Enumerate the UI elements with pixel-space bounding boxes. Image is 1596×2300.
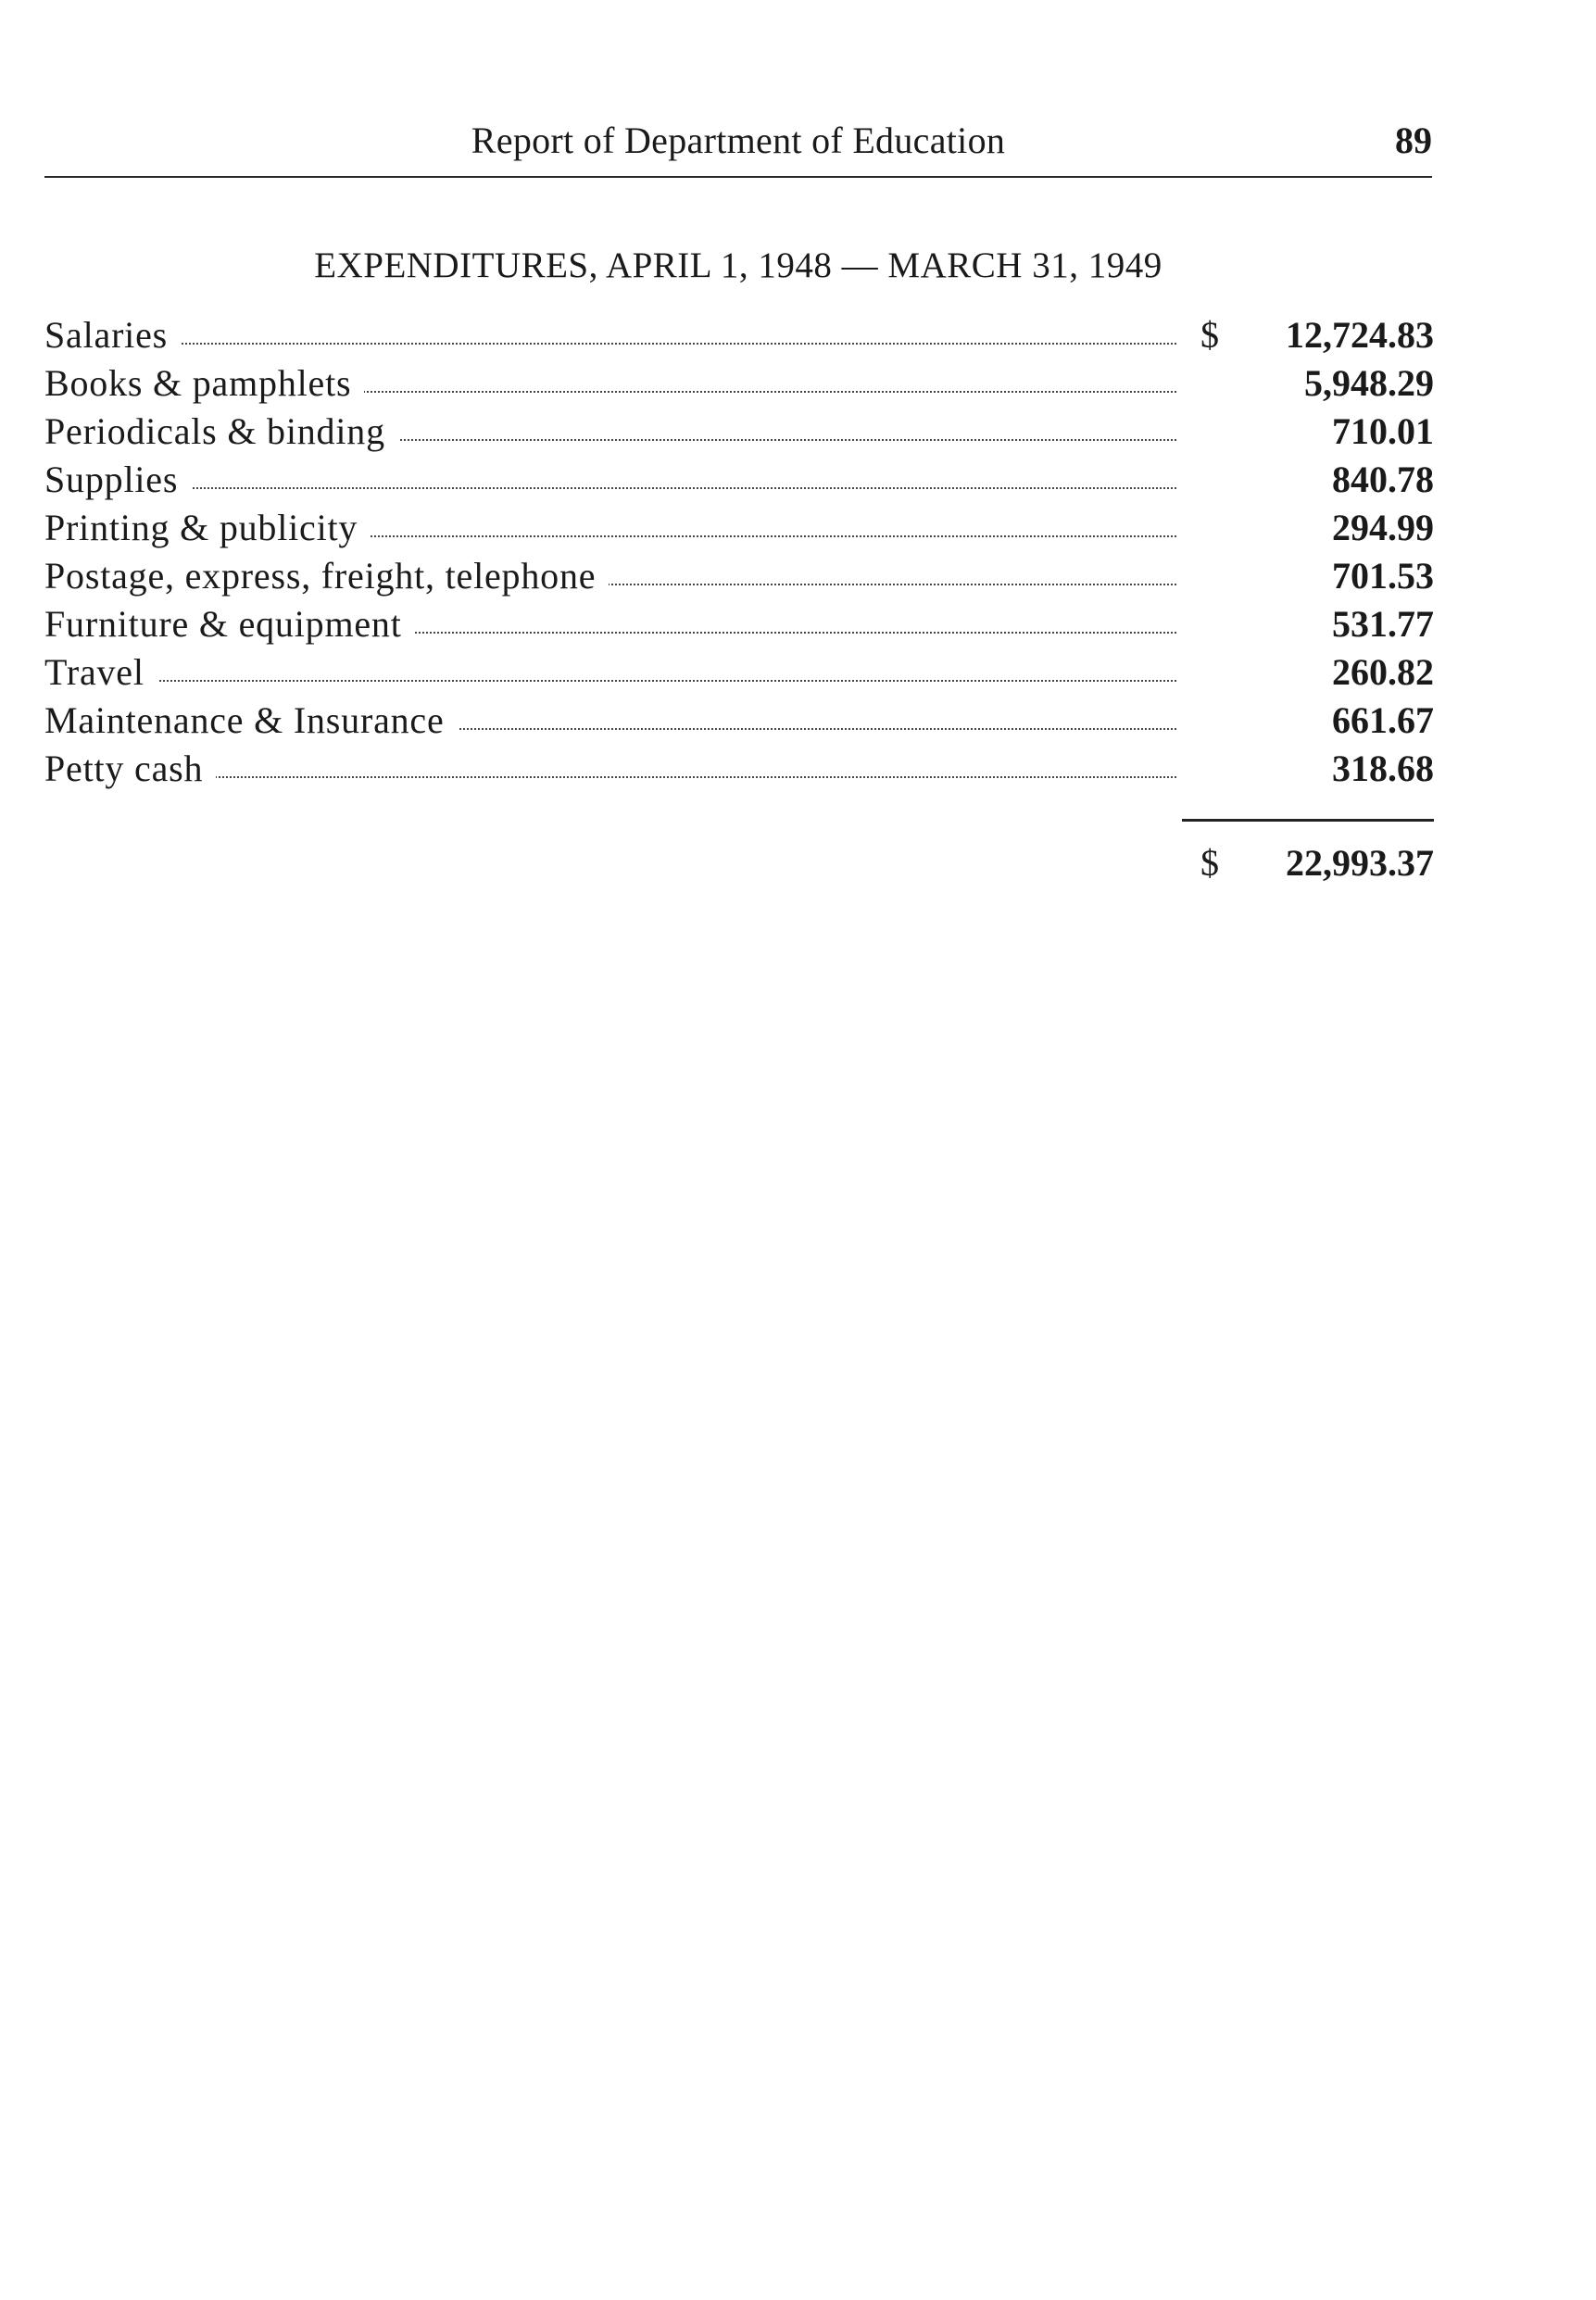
expense-label: Petty cash (44, 747, 216, 790)
expense-amount: 661.67 (1332, 699, 1434, 741)
expense-label: Maintenance & Insurance (44, 698, 458, 742)
expense-row (44, 458, 1434, 506)
expense-row (44, 602, 1434, 650)
header-rule (44, 176, 1432, 178)
expense-amount: 294.99 (1332, 507, 1434, 548)
expense-amount: 260.82 (1332, 651, 1434, 693)
expense-amount: 531.77 (1332, 603, 1434, 645)
expense-amount: 5,948.29 (1304, 362, 1434, 404)
expense-label: Books & pamphlets (44, 361, 364, 405)
total-amount: 22,993.37 (1286, 842, 1434, 884)
expense-row (44, 650, 1434, 698)
expense-row (44, 409, 1434, 458)
expense-label: Furniture & equipment (44, 602, 415, 646)
expense-label: Travel (44, 650, 157, 694)
expense-amount: 710.01 (1332, 410, 1434, 452)
expense-label: Postage, express, freight, telephone (44, 554, 609, 597)
expense-row (44, 506, 1434, 554)
expense-label: Periodicals & binding (44, 409, 398, 453)
expense-row (44, 698, 1434, 747)
expense-amount: 840.78 (1332, 459, 1434, 500)
section-title: EXPENDITURES, APRIL 1, 1948 — MARCH 31, 1949 (314, 245, 1162, 285)
expense-row (44, 747, 1434, 795)
expense-row (44, 361, 1434, 409)
dot-leader (44, 343, 1176, 345)
total-currency-symbol: $ (1200, 842, 1219, 884)
dot-leader (44, 487, 1176, 489)
total-row (44, 841, 1434, 889)
currency-symbol: $ (1200, 314, 1219, 356)
expense-amount: 318.68 (1332, 748, 1434, 789)
page-number: 89 (1395, 119, 1432, 161)
running-title: Report of Department of Education (471, 119, 1006, 161)
total-rule (1182, 819, 1434, 822)
expense-label: Salaries (44, 313, 181, 357)
expense-label: Supplies (44, 458, 191, 501)
expense-row (44, 554, 1434, 602)
expense-amount: 701.53 (1332, 555, 1434, 597)
dot-leader (44, 680, 1176, 682)
expense-row (44, 313, 1434, 361)
expenditure-table (44, 313, 1434, 795)
expense-label: Printing & publicity (44, 506, 371, 549)
expense-amount: 12,724.83 (1286, 314, 1434, 356)
running-header (44, 119, 1432, 183)
